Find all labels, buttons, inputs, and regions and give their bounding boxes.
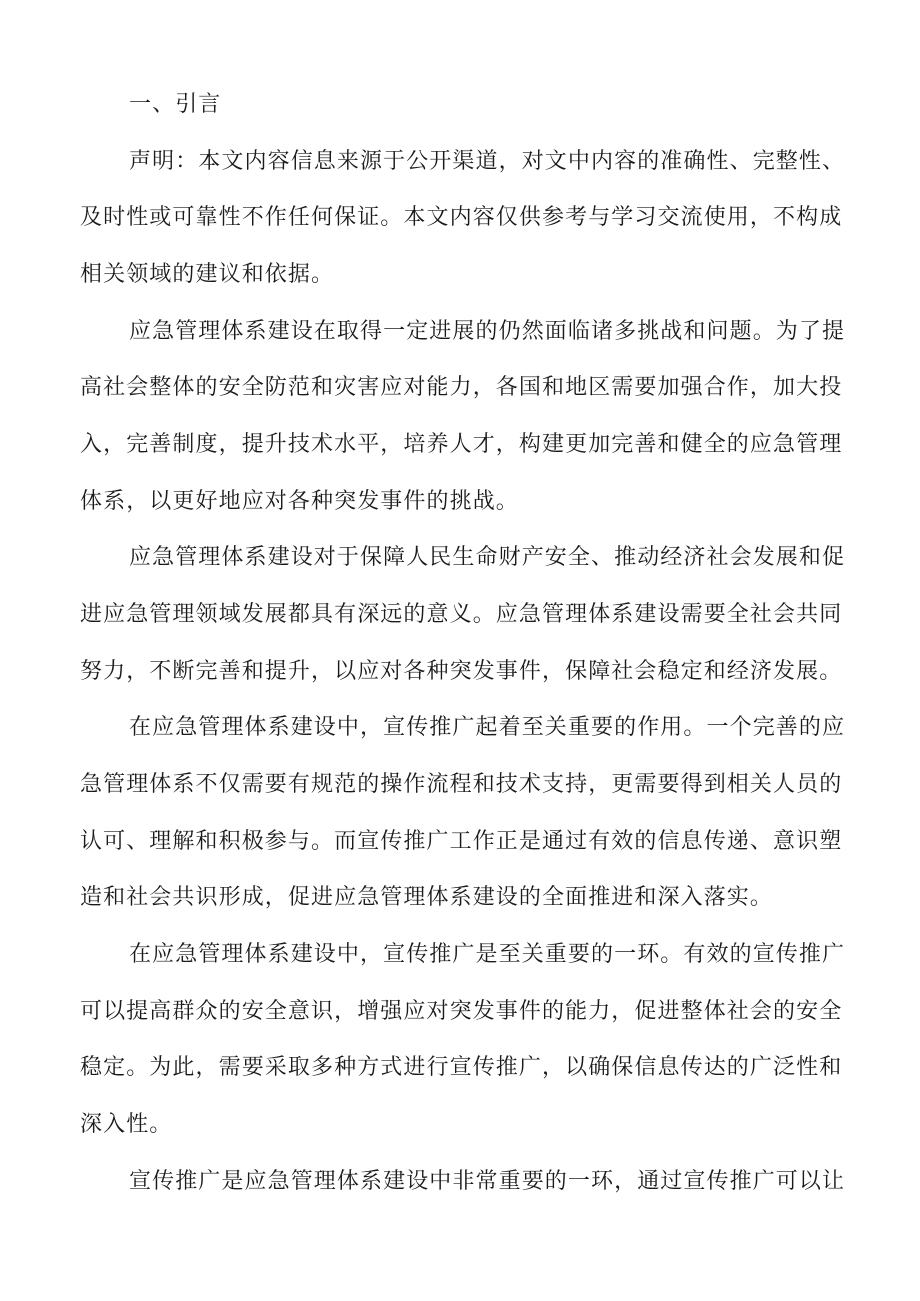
paragraph-disclaimer: [80, 134, 850, 304]
text-line: 高社会整体的安全防范和灾害应对能力，各国和地区需要加强合作，加大投: [80, 375, 843, 401]
text-line: 声明：本文内容信息来源于公开渠道，对文中内容的准确性、完整性、: [129, 148, 846, 174]
paragraph: [80, 700, 850, 927]
text-line: 体系，以更好地应对各种突发事件的挑战。: [80, 488, 519, 514]
paragraph: [80, 530, 850, 700]
text-line: 进应急管理领域发展都具有深远的意义。应急管理体系建设需要全社会共同: [80, 602, 843, 628]
text-line: 认可、理解和积极参与。而宣传推广工作正是通过有效的信息传递、意识塑: [80, 828, 843, 854]
text-line: 急管理体系不仅需要有规范的操作流程和技术支持，更需要得到相关人员的: [80, 772, 843, 798]
paragraph: [80, 927, 850, 1154]
text-line: 相关领域的建议和依据。: [80, 262, 335, 288]
paragraph: [80, 1154, 850, 1211]
text-line: 应急管理体系建设在取得一定进展的仍然面临诸多挑战和问题。为了提: [129, 318, 846, 344]
document-body: [80, 77, 850, 1210]
text-line: 及时性或可靠性不作任何保证。本文内容仅供参考与学习交流使用，不构成: [80, 205, 843, 231]
text-line: 深入性。: [80, 1112, 173, 1138]
text-line: 宣传推广是应急管理体系建设中非常重要的一环，通过宣传推广可以让: [129, 1168, 846, 1194]
text-line: 入，完善制度，提升技术水平，培养人才，构建更加完善和健全的应急管理: [80, 432, 843, 458]
text-line: 在应急管理体系建设中，宣传推广是至关重要的一环。有效的宣传推广: [129, 942, 846, 968]
text-line: 可以提高群众的安全意识，增强应对突发事件的能力，促进整体社会的安全: [80, 998, 843, 1024]
text-line: 在应急管理体系建设中，宣传推广起着至关重要的作用。一个完善的应: [129, 715, 846, 741]
text-line: 努力，不断完善和提升，以应对各种突发事件，保障社会稳定和经济发展。: [80, 658, 843, 684]
section-heading: 一、引言: [129, 92, 222, 117]
paragraph: [80, 304, 850, 531]
text-line: 稳定。为此，需要采取多种方式进行宣传推广，以确保信息传达的广泛性和: [80, 1055, 843, 1081]
text-line: 造和社会共识形成，促进应急管理体系建设的全面推进和深入落实。: [80, 885, 774, 911]
text-line: 应急管理体系建设对于保障人民生命财产安全、推动经济社会发展和促: [129, 545, 846, 571]
